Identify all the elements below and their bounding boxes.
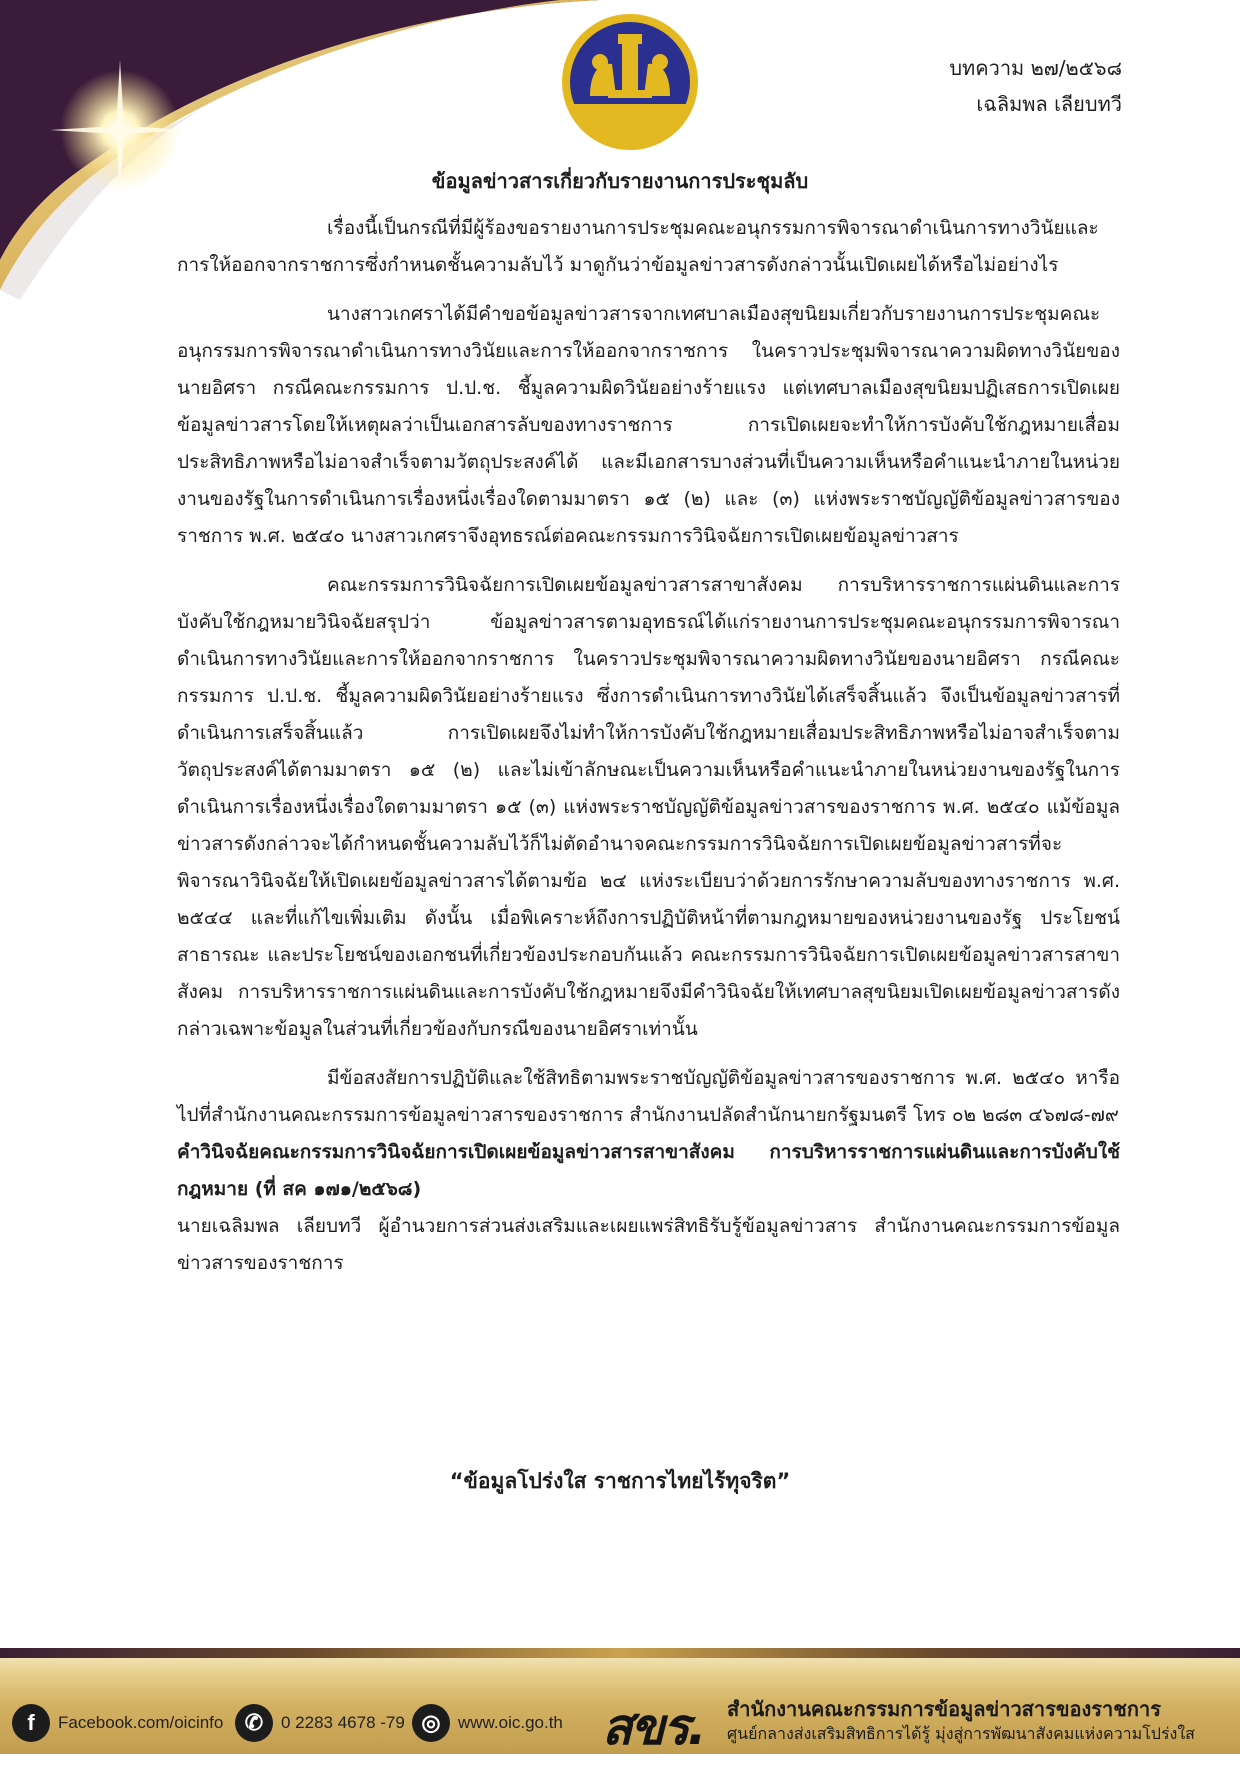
phone-icon: ✆ bbox=[235, 1704, 273, 1742]
org-tagline: ศูนย์กลางส่งเสริมสิทธิการได้รู้ มุ่งสู่การพัฒนาสังคมแห่งความโปร่งใส bbox=[727, 1724, 1195, 1743]
footer-band bbox=[0, 1648, 1240, 1658]
facebook-text: Facebook.com/oicinfo bbox=[58, 1713, 224, 1732]
article-body bbox=[177, 210, 1120, 1282]
facebook-icon: f bbox=[12, 1704, 50, 1742]
slogan: “ข้อมูลโปร่งใส ราชการไทยไร้ทุจริต” bbox=[449, 1469, 791, 1493]
phone-text: 0 2283 4678 -79 bbox=[281, 1713, 405, 1732]
article-number: บทความ ๒๗/๒๕๖๘ bbox=[949, 56, 1122, 80]
article-author: เฉลิมพล เลียบทวี bbox=[976, 92, 1122, 116]
paragraph: นางสาวเกศราได้มีคำขอข้อมูลข่าวสารจากเทศบาลเมืองสุขนิยมเกี่ยวกับรายงานการประชุมคณะอนุกรรมการพิจารณาดำเนินการทางวินัยและการให้ออกจากราชการ ในคราวประชุมพิจารณาความผิดทางวินัยของนายอิศรา กรณีคณะกรรมการ ป.ป.ช. ชี้มูลความผิดวินัยอย่างร้ายแรง แต่เทศบาลเมืองสุขนิยมปฏิเสธการเปิดเผยข้อมูลข่าวสารโดยให้เหตุผลว่าเป็นเอกสารลับของทางราชการ การเปิดเผยจะทำให้การบังคับใช้กฎหมายเสื่อมประสิทธิภาพหรือไม่อาจสำเร็จตามวัตถุประสงค์ได้ และมีเอกสารบางส่วนที่เป็นความเห็นหรือคำแนะนำภายในหน่วยงานของรัฐในการดำเนินการเรื่องหนึ่งเรื่องใดตามมาตรา ๑๕ (๒) และ (๓) แห่งพระราชบัญญัติข้อมูลข่าวสารของราชการ พ.ศ. ๒๕๔๐ นางสาวเกศราจึงอุทธรณ์ต่อคณะกรรมการวินิจฉัยการเปิดเผยข้อมูลข่าวสาร bbox=[177, 303, 1120, 547]
article-meta bbox=[949, 50, 1122, 122]
author-line: นายเฉลิมพล เลียบทวี ผู้อำนวยการส่วนส่งเสริมและเผยแพร่สิทธิรับรู้ข้อมูลข่าวสาร สำนักงานคณะกรรมการข้อมูลข่าวสารของราชการ bbox=[177, 1215, 1120, 1274]
emblem-icon bbox=[560, 12, 700, 152]
globe-icon: ◎ bbox=[412, 1704, 450, 1742]
phone-link[interactable] bbox=[235, 1704, 405, 1742]
article-title: ข้อมูลข่าวสารเกี่ยวกับรายงานการประชุมลับ bbox=[431, 169, 809, 193]
org-block bbox=[727, 1696, 1195, 1746]
website-text: www.oic.go.th bbox=[458, 1713, 563, 1732]
paragraph: คณะกรรมการวินิจฉัยการเปิดเผยข้อมูลข่าวสารสาขาสังคม การบริหารราชการแผ่นดินและการบังคับใช้กฎหมายวินิจฉัยสรุปว่า ข้อมูลข่าวสารตามอุทธรณ์ได้แก่รายงานการประชุมคณะอนุกรรมการพิจารณาดำเนินการทางวินัยและการให้ออกจากราชการ ในคราวประชุมพิจารณาความผิดทางวินัยของนายอิศรา กรณีคณะกรรมการ ป.ป.ช. ชี้มูลความผิดวินัยอย่างร้ายแรง ซึ่งการดำเนินการทางวินัยได้เสร็จสิ้นแล้ว จึงเป็นข้อมูลข่าวสารที่ดำเนินการเสร็จสิ้นแล้ว การเปิดเผยจึงไม่ทำให้การบังคับใช้กฎหมายเสื่อมประสิทธิภาพหรือไม่อาจสำเร็จตามวัตถุประสงค์ได้ตามมาตรา ๑๕ (๒) และไม่เข้าลักษณะเป็นความเห็นหรือคำแนะนำภายในหน่วยงานของรัฐในการดำเนินการเรื่องหนึ่งเรื่องใดตามมาตรา ๑๕ (๓) แห่งพระราชบัญญัติข้อมูลข่าวสารของราชการ พ.ศ. ๒๕๔๐ แม้ข้อมูลข่าวสารดังกล่าวจะได้กำหนดชั้นความลับไว้ก็ไม่ตัดอำนาจคณะกรรมการวินิจฉัยการเปิดเผยข้อมูลข่าวสารที่จะพิจารณาวินิจฉัยให้เปิดเผยข้อมูลข่าวสารได้ตามข้อ ๒๔ แห่งระเบียบว่าด้วยการรักษาความลับของทางราชการ พ.ศ. ๒๕๔๔ และที่แก้ไขเพิ่มเติม ดังนั้น เมื่อพิเคราะห์ถึงการปฏิบัติหน้าที่ตามกฎหมายของหน่วยงานของรัฐ ประโยชน์สาธารณะ และประโยชน์ของเอกชนที่เกี่ยวข้องประกอบกันแล้ว คณะกรรมการวินิจฉัยการเปิดเผยข้อมูลข่าวสารสาขาสังคม การบริหารราชการแผ่นดินและการบังคับใช้กฎหมายจึงมีคำวินิจฉัยให้เทศบาลสุขนิยมเปิดเผยข้อมูลข่าวสารดังกล่าวเฉพาะข้อมูลในส่วนที่เกี่ยวข้องกับกรณีของนายอิศราเท่านั้น bbox=[177, 574, 1120, 1040]
website-link[interactable] bbox=[412, 1704, 563, 1742]
decision-reference: คำวินิจฉัยคณะกรรมการวินิจฉัยการเปิดเผยข้อมูลข่าวสารสาขาสังคม การบริหารราชการแผ่นดินและการบังคับใช้กฎหมาย (ที่ สค ๑๗๑/๒๕๖๘) bbox=[177, 1141, 1120, 1200]
org-name: สำนักงานคณะกรรมการข้อมูลข่าวสารของราชการ bbox=[727, 1697, 1161, 1721]
paragraph: เรื่องนี้เป็นกรณีที่มีผู้ร้องขอรายงานการประชุมคณะอนุกรรมการพิจารณาดำเนินการทางวินัยและการให้ออกจากราชการซึ่งกำหนดชั้นความลับไว้ มาดูกันว่าข้อมูลข่าวสารดังกล่าวนั้นเปิดเผยได้หรือไม่อย่างไร bbox=[177, 217, 1099, 276]
footer bbox=[0, 1648, 1240, 1754]
oic-logo: สขร. bbox=[602, 1698, 705, 1756]
paragraph: มีข้อสงสัยการปฏิบัติและใช้สิทธิตามพระราชบัญญัติข้อมูลข่าวสารของราชการ พ.ศ. ๒๕๔๐ หารือไปที่สำนักงานคณะกรรมการข้อมูลข่าวสารของราชการ สำนักงานปลัดสำนักนายกรัฐมนตรี โทร ๐๒ ๒๘๓ ๔๖๗๘-๗๙ bbox=[177, 1067, 1120, 1126]
facebook-link[interactable] bbox=[12, 1704, 223, 1742]
